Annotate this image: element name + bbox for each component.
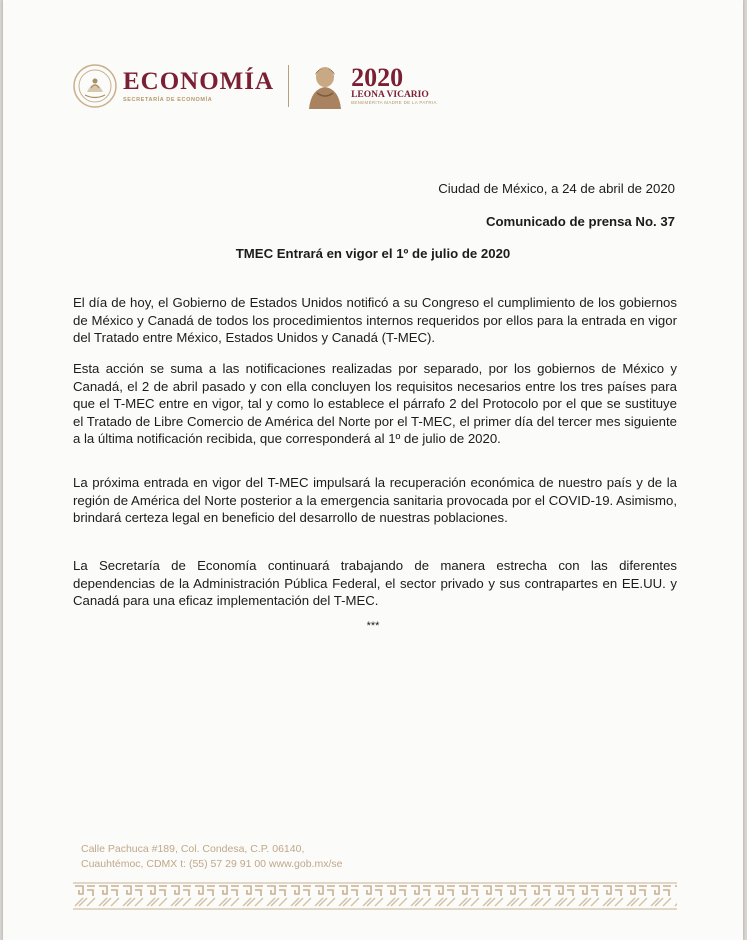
year-legend — [351, 63, 437, 106]
end-separator: *** — [366, 620, 380, 632]
address-line-1: Calle Pachuca #189, Col. Condesa, C.P. 06140, — [81, 843, 305, 855]
paragraph: El día de hoy, el Gobierno de Estados Unidos notificó a su Congreso el cumplimiento de los gobiernos de México y Canadá de todos los procedimientos internos requeridos por ellos para la entrada en vigor del Tratado entre México, Estados Unidos y Canadá (T-MEC). — [73, 295, 677, 346]
leona-vicario-portrait-icon — [303, 63, 347, 109]
paragraph: La próxima entrada en vigor del T-MEC impulsará la recuperación económica de nuestro país y de la región de América del Norte posterior a la emergencia sanitaria provocada por el COVID-19. Asimismo, brindará certeza legal en beneficio del desarrollo de nuestras poblaciones. — [73, 475, 677, 526]
footer-pattern-icon — [73, 882, 677, 910]
year-honoree-subtitle: BENEMÉRITA MADRE DE LA PATRIA — [351, 100, 437, 105]
paragraph: Esta acción se suma a las notificaciones realizadas por separado, por los gobiernos de México y Canadá, el 2 de abril pasado y con ella concluyen los requisitos necesarios entre los tres países para que el T-MEC entre en vigor, tal y como lo establece el párrafo 2 del Protocolo por el que se sustituye el Tratado de Libre Comercio de América del Norte por el T-MEC, el primer día del tercer mes siguiente a la última notificación recibida, que corresponderá al 1º de julio de 2020. — [73, 361, 677, 447]
address-line-2: Cuauhtémoc, CDMX t: (55) 57 29 91 00 www.gob.mx/se — [81, 858, 343, 870]
ministry-subtitle: SECRETARÍA DE ECONOMÍA — [123, 97, 213, 103]
date-line: Ciudad de México, a 24 de abril de 2020 — [438, 181, 675, 196]
mexico-seal-icon — [73, 64, 117, 108]
document-page — [3, 0, 743, 940]
footer-address — [81, 842, 342, 872]
ministry-brand — [123, 69, 274, 103]
year-number: 2020 — [351, 63, 404, 92]
ministry-name: ECONOMÍA — [123, 68, 275, 95]
header-divider — [288, 65, 289, 107]
paragraph: La Secretaría de Economía continuará trabajando de manera estrecha con las diferentes dependencias de la Administración Pública Federal, el sector privado y sus contrapartes en EE.UU. y Canadá para una eficaz implementación del T-MEC. — [73, 558, 677, 609]
year-honoree: LEONA VICARIO — [351, 90, 429, 100]
press-release-number: Comunicado de prensa No. 37 — [485, 214, 675, 229]
document-title: TMEC Entrará en vigor el 1º de julio de 2020 — [235, 246, 511, 261]
letterhead — [73, 60, 437, 112]
